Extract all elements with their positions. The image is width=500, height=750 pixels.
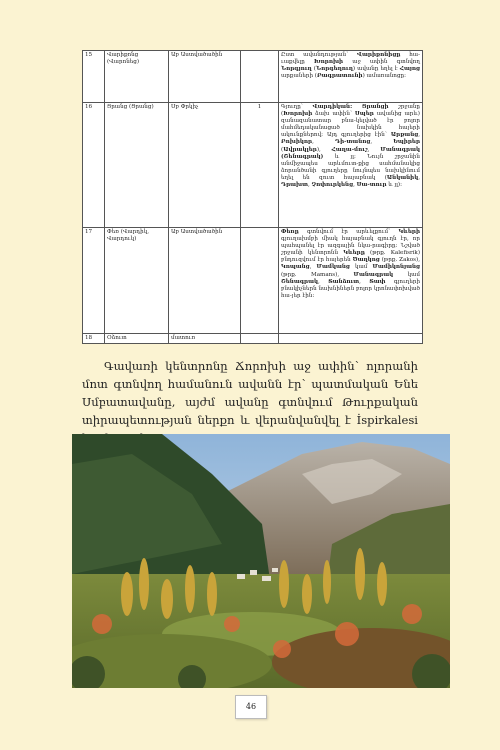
bold-term: Մամկանց xyxy=(316,264,350,271)
bold-term: Վարդիկան: xyxy=(312,104,353,110)
description-text: , xyxy=(370,139,394,146)
table-body xyxy=(83,51,423,344)
description-text: ( xyxy=(281,146,284,153)
description-cell xyxy=(279,51,423,103)
description-text: ( xyxy=(311,66,316,73)
landscape-photo xyxy=(72,434,450,688)
table-row xyxy=(83,228,423,334)
description-cell xyxy=(279,334,423,344)
monuments-table xyxy=(82,50,423,344)
description-text: կամ xyxy=(349,264,373,271)
bold-term: Եպիրեր xyxy=(393,139,420,146)
bold-term: Տանձուտ xyxy=(328,278,360,285)
landscape-photo-illustration xyxy=(72,434,450,688)
bold-term: Հայոց xyxy=(399,66,420,73)
description-text: , xyxy=(353,182,357,189)
bold-term: Բոխիկոր xyxy=(281,139,313,146)
count-cell xyxy=(241,228,279,334)
church-name: Աբ Աստվածածին xyxy=(169,51,241,103)
description-text: , xyxy=(307,182,312,189)
bold-term: Մանագրակ xyxy=(353,271,394,278)
count-cell xyxy=(241,334,279,344)
bold-term: Դրախտ xyxy=(281,182,308,189)
bold-term: Կևերի xyxy=(398,229,420,235)
bold-term: Սպեր xyxy=(354,111,374,118)
description-text: և յլ): xyxy=(386,182,402,189)
description-text: ), xyxy=(316,146,332,153)
table-row xyxy=(83,103,423,228)
church-name: Սբ Փրկիչ xyxy=(169,103,241,228)
description-text: կամ xyxy=(393,271,421,278)
bold-term: Վարիքոնիցը xyxy=(356,52,401,58)
page-number: 46 xyxy=(235,695,267,719)
bold-term: Ծաղկոց xyxy=(352,257,380,264)
description-text: , xyxy=(309,264,317,271)
bold-term: Շենագրակ xyxy=(281,278,319,285)
description-text: գյուղերի բնակիչներն նախնիներն բոլոր կրոնափոխված հա-յեր էին: xyxy=(281,278,420,299)
bold-term: Ավրակլեր xyxy=(283,146,317,153)
description-text: , xyxy=(312,139,336,146)
bold-term: Արքանց xyxy=(390,132,419,139)
settlement-name: Փեռ (Վարդիկ, Վարդուկ) xyxy=(105,228,169,334)
bold-term: Անկանիկ xyxy=(386,174,419,181)
row-number: 15 xyxy=(83,51,105,103)
bold-term: Չոփուրկենց xyxy=(311,182,354,189)
bold-term: Ցրանցի xyxy=(361,104,389,110)
description-text xyxy=(352,104,362,110)
table-row xyxy=(83,334,423,344)
bold-term: Բագրատունի xyxy=(316,73,363,80)
description-text: , xyxy=(318,278,329,285)
description-text: ավանից արև) զանազանատար բնա-կելված էր բոլոր մահմեդականացած նախկին հայերի ակունքներով: Այդ գյուղերից էին՝ xyxy=(281,111,420,139)
church-name: Աբ Աստվածածին xyxy=(169,228,241,334)
bold-term: Խորոխի xyxy=(314,59,344,66)
bold-term: Նորգյուղ xyxy=(281,66,312,73)
description-text: գյուղախմբի միակ հայաբնակ գյուղն էր, որ պահպանել էր ազգային նկա-րագիրը: Նշված շրջանի կենտրոնն xyxy=(281,236,420,257)
description-text: ) ամառանոցը: xyxy=(362,73,406,80)
row-number: 18 xyxy=(83,334,105,344)
bold-term: Փեռը xyxy=(281,229,299,235)
description-text: հա-ւաքվելը xyxy=(281,52,420,66)
church-name: մատուռ xyxy=(169,334,241,344)
description-text: ) ավանը եղել է xyxy=(352,66,400,73)
description-text: (թրք. Mamans), xyxy=(281,271,354,278)
bold-term: Նորգեղուղ xyxy=(315,66,353,73)
description-text: (թրք. Zakos), xyxy=(379,257,420,264)
description-text: արքաների ( xyxy=(281,73,317,80)
description-text: շրջանը ( xyxy=(281,104,420,118)
table-row xyxy=(83,51,423,103)
count-cell: 1 xyxy=(241,103,279,228)
description-text: , xyxy=(367,146,381,153)
bold-term: Խորոխի xyxy=(283,111,313,118)
description-text: , xyxy=(418,174,420,181)
settlement-name: Օձուտ xyxy=(105,334,169,344)
description-text: Գյուղը՝ xyxy=(281,104,313,110)
row-number: 17 xyxy=(83,228,105,334)
description-text: , xyxy=(418,132,420,139)
bold-term: Կոպանց xyxy=(281,264,310,271)
description-text: աջ ափին գտնվող xyxy=(343,59,420,66)
description-text: ձախ ափին՝ xyxy=(312,111,355,118)
bold-term: Տափ xyxy=(369,278,386,285)
description-cell xyxy=(279,103,423,228)
description-text: գտնվում էր արևելքում՝ xyxy=(298,229,399,235)
bold-term: Կևերը xyxy=(343,250,365,257)
count-cell xyxy=(241,51,279,103)
description-cell xyxy=(279,228,423,334)
settlement-name: Վարիքոնց (Վարոնեց) xyxy=(105,51,169,103)
bold-term: Սա-տուր xyxy=(356,182,387,189)
body-paragraph: Գավառի կենտրոնը Ճորոխի աջ ափին՝ ոլորանի մոտ գտնվող համանուն ավանն էր՝ պատմական Ենե Սմբատավանը, այժմ ավանը գտնվում Թուրքական տիրապետության ներքո և վերանվանվել է İspirkalesi xyxy=(82,359,418,427)
bold-term: Մամիկոնյանց xyxy=(372,264,420,271)
settlement-name: Ցրանց (Ցրանց) xyxy=(105,103,169,228)
description-text: (թրք. Kalefisrik) բնդուզվում էր հայերեն xyxy=(281,250,420,264)
description-text: և յլ: Նույն շրջանին անմիջապես արևմուտ-քից սահմանակից ձորանծանի գյուղերը նույնպես նախկինում եղել են զուտ հայաբնակ ( xyxy=(281,153,420,181)
bold-term: Մանագրակ (Շենագրակ) xyxy=(281,146,420,160)
bold-term: Հաղա-մուշ xyxy=(331,146,368,153)
description-text: , xyxy=(359,278,370,285)
row-number: 16 xyxy=(83,103,105,228)
description-text: Ըստ ավանդության՝ xyxy=(281,52,357,58)
bold-term: Դի-տանոց xyxy=(335,139,371,146)
